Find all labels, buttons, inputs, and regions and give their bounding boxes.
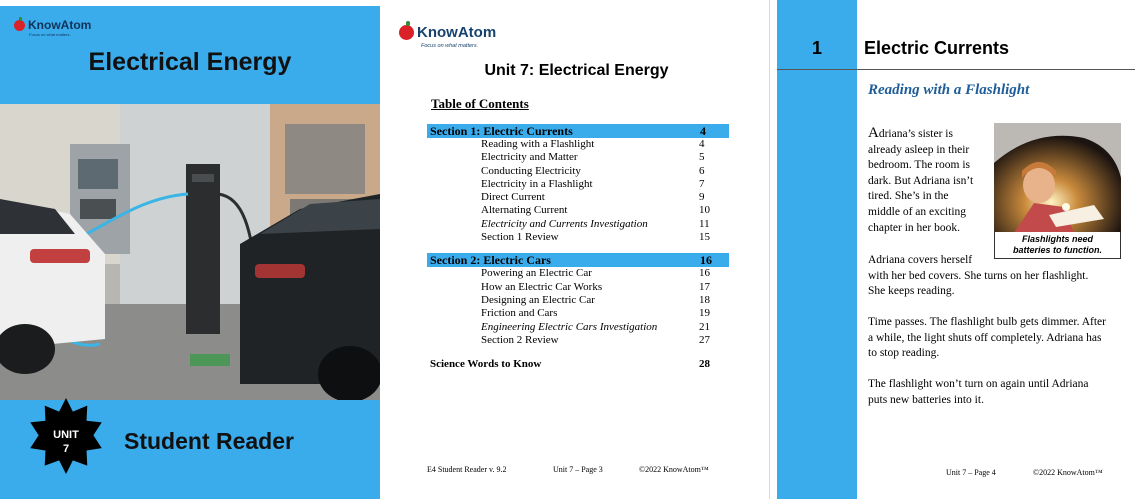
cover-brand: KnowAtom — [28, 18, 92, 32]
para-line: puts new batteries into it. — [868, 393, 984, 406]
toc-section-2[interactable] — [427, 253, 729, 267]
unit-title: Unit 7: Electrical Energy — [484, 62, 669, 79]
toc-entry-page: 15 — [699, 231, 710, 244]
toc-entry-page: 27 — [699, 333, 710, 346]
toc-section-page: 16 — [700, 253, 712, 268]
cover-photo-electric-cars — [0, 104, 380, 400]
chapter-subtitle: Reading with a Flashlight — [868, 82, 1030, 98]
toc-entry-page: 28 — [699, 358, 710, 371]
toc-entry-title: Section 1 Review — [481, 231, 559, 244]
caption-line: batteries to function. — [1012, 245, 1102, 255]
toc-entry[interactable] — [427, 151, 729, 164]
toc-entry-page: 10 — [699, 204, 710, 217]
toc-entry-title: Direct Current — [481, 191, 545, 204]
chapter-footer-copyright: ©2022 KnowAtom™ — [1033, 468, 1103, 477]
apple-logo-icon — [399, 25, 414, 40]
unit-badge-text — [28, 428, 104, 456]
toc-entry-title: Science Words to Know — [430, 358, 542, 371]
toc-entry[interactable] — [427, 294, 729, 307]
chapter-paragraph-4 — [868, 377, 1130, 408]
toc-entry-title: Electricity in a Flashlight — [481, 177, 593, 190]
girl-reading-photo — [994, 123, 1121, 233]
toc-entry-title: Conducting Electricity — [481, 164, 581, 177]
toc-entry-page: 9 — [699, 191, 705, 204]
toc-entry-title: How an Electric Car Works — [481, 280, 603, 293]
para-line: The flashlight won’t turn on again until Adriana — [868, 378, 1089, 390]
toc-entry-page: 6 — [699, 164, 705, 177]
toc-entry-page: 4 — [699, 138, 705, 150]
toc-entry-title: Section 2 Review — [481, 333, 559, 346]
para-line: tired. She’s in the — [868, 190, 949, 203]
toc-entry[interactable] — [427, 334, 729, 347]
toc-entry-page: 21 — [699, 320, 710, 333]
toc-section-title: Section 1: Electric Currents — [430, 124, 573, 138]
toc-entry-page: 18 — [699, 293, 710, 306]
ev-charging-illustration — [0, 104, 380, 400]
para-line: Adriana’s sister is — [868, 125, 953, 141]
toc-entry[interactable] — [427, 165, 729, 178]
toc-spacer — [427, 347, 729, 358]
toc-entry[interactable] — [427, 281, 729, 294]
chapter-paragraph-2 — [868, 253, 1130, 300]
chapter-sidebar — [777, 0, 857, 499]
toc-entry-page: 7 — [699, 177, 705, 190]
para-line: middle of an exciting — [868, 205, 967, 218]
toc-entry-title: Alternating Current — [481, 204, 568, 217]
toc-entry[interactable] — [427, 267, 729, 280]
para-line: a while, the light shuts off completely. Adriana has — [868, 331, 1102, 344]
toc-tagline: Focus on what matters. — [421, 43, 479, 49]
chapter-footer-page: Unit 7 – Page 4 — [946, 468, 996, 477]
para-line: dark. But Adriana isn’t — [868, 174, 974, 187]
toc-entry-page: 5 — [699, 151, 705, 164]
toc-entry[interactable] — [427, 178, 729, 191]
toc-entry[interactable] — [427, 204, 729, 217]
para-line: to stop reading. — [868, 347, 940, 360]
toc-entry-page: 16 — [699, 267, 710, 280]
toc-footer-version: E4 Student Reader v. 9.2 — [427, 465, 507, 474]
toc-footer-copyright: ©2022 KnowAtom™ — [639, 465, 709, 474]
cover-subtitle: Student Reader — [124, 428, 294, 454]
toc-brand: KnowAtom — [417, 24, 497, 41]
cover-tagline: Focus on what matters. — [29, 32, 71, 37]
chapter-title: Electric Currents — [864, 38, 1010, 58]
apple-logo-icon — [14, 20, 25, 31]
toc-page — [383, 0, 770, 499]
toc-entry[interactable] — [427, 138, 729, 151]
toc-entry[interactable] — [427, 321, 729, 334]
chapter-divider — [777, 69, 1135, 70]
toc-entry-title: Powering an Electric Car — [481, 267, 592, 280]
toc-entry-title: Electricity and Matter — [481, 151, 578, 164]
toc-list — [427, 124, 729, 371]
toc-heading: Table of Contents — [431, 96, 529, 111]
para-line: with her bed covers. She turns on her flashlight. — [868, 269, 1089, 282]
para-line: She keeps reading. — [868, 285, 955, 298]
chapter-paragraph-1 — [868, 126, 990, 236]
toc-entry[interactable] — [427, 307, 729, 320]
unit-badge-line1: UNIT — [53, 429, 79, 441]
cover-title: Electrical Energy — [88, 48, 292, 76]
toc-footer-page: Unit 7 – Page 3 — [553, 465, 603, 474]
toc-entry[interactable] — [427, 231, 729, 244]
reading-under-covers-illustration — [994, 123, 1121, 233]
toc-entry-page: 17 — [699, 280, 710, 293]
toc-entry-title: Engineering Electric Cars Investigation — [481, 320, 658, 333]
toc-logo — [399, 24, 496, 41]
toc-spacer — [427, 244, 729, 253]
para-line: Time passes. The flashlight bulb gets dimmer. After — [868, 316, 1106, 328]
unit-badge-line2: 7 — [62, 443, 70, 455]
toc-entry-page: 11 — [699, 217, 710, 230]
toc-section-title: Section 2: Electric Cars — [430, 253, 551, 268]
para-line: Adriana covers herself — [868, 254, 973, 266]
toc-science-words[interactable] — [427, 358, 729, 371]
toc-entry[interactable] — [427, 191, 729, 204]
toc-section-1[interactable] — [427, 124, 729, 138]
para-line: chapter in her book. — [868, 221, 960, 234]
para-line: bedroom. The room is — [868, 159, 970, 172]
caption-line: Flashlights need — [1021, 234, 1093, 244]
toc-entry-title: Reading with a Flashlight — [481, 138, 595, 150]
cover-logo — [14, 18, 92, 37]
para-line: already asleep in their — [868, 143, 970, 156]
toc-entry-title: Designing an Electric Car — [481, 293, 595, 306]
toc-entry-page: 19 — [699, 307, 710, 320]
chapter-paragraph-3 — [868, 315, 1130, 362]
toc-entry[interactable] — [427, 218, 729, 231]
toc-entry-title: Electricity and Currents Investigation — [481, 217, 648, 230]
toc-section-page: 4 — [700, 124, 706, 138]
chapter-number: 1 — [811, 38, 822, 58]
toc-entry-title: Friction and Cars — [481, 307, 558, 320]
